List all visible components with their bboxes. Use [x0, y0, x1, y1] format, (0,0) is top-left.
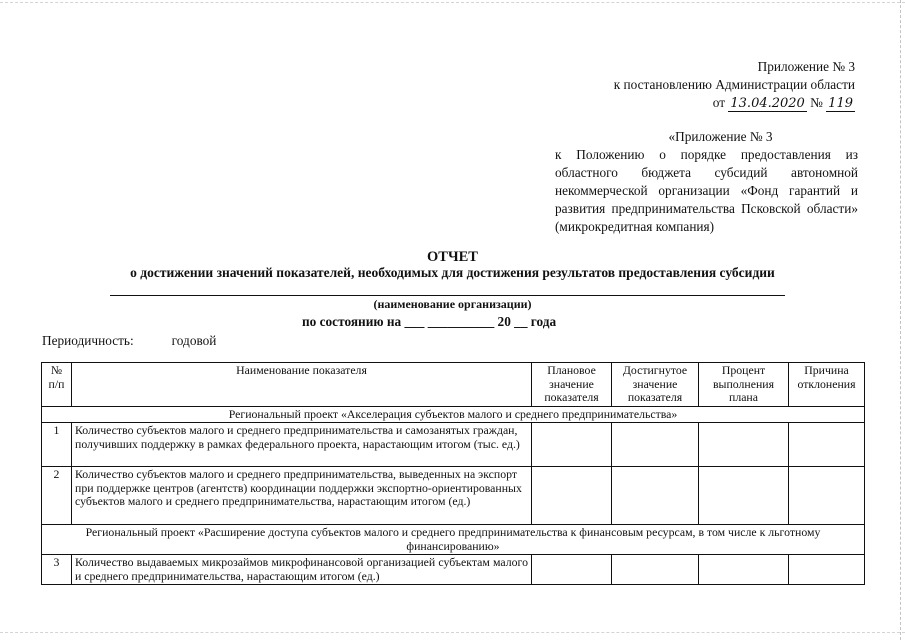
- table-row: [42, 423, 865, 467]
- header-name: Наименование показателя: [72, 363, 532, 407]
- header-planned: Плановое значение показателя: [532, 363, 612, 407]
- row-3-achieved: [612, 555, 699, 585]
- appendix-resolution: к постановлению Администрации области: [613, 77, 855, 92]
- header-num: № п/п: [42, 363, 72, 407]
- row-1-name: Количество субъектов малого и среднего предпринимательства и самозанятых граждан, получивших поддержку в рамках федерального проекта, нарастающим итогом (тыс. ед.): [72, 423, 532, 467]
- appendix-header: [540, 58, 855, 112]
- indicators-table: [41, 362, 865, 585]
- table-row: [42, 467, 865, 525]
- handwritten-number: 119: [828, 96, 853, 111]
- handwritten-date: 13.04.2020: [730, 96, 805, 111]
- regulation-description: к Положению о порядке предоставления из областного бюджета субсидий автономной некоммерческой организации «Фонд гарантий и развития предпринимательства Псковской области» (микрокредитная компания): [555, 147, 858, 234]
- project-1-title: Региональный проект «Акселерация субъектов малого и среднего предпринимательства»: [42, 406, 865, 423]
- row-2-percent: [699, 467, 789, 525]
- table-row: [42, 555, 865, 585]
- regulation-appendix-number: «Приложение № 3: [668, 129, 773, 144]
- scan-edge-bottom: [0, 632, 905, 635]
- header-achieved: Достигнутое значение показателя: [612, 363, 699, 407]
- row-2-reason: [789, 467, 865, 525]
- row-1-percent: [699, 423, 789, 467]
- header-percent: Процент выполнения плана: [699, 363, 789, 407]
- project-row: [42, 525, 865, 555]
- row-3-percent: [699, 555, 789, 585]
- periodicity: [42, 333, 216, 349]
- row-3-planned: [532, 555, 612, 585]
- periodicity-label: Периодичность:: [42, 333, 134, 348]
- row-3-num: 3: [42, 555, 72, 585]
- document-subtitle: о достижении значений показателей, необходимых для достижения результатов предоставления субсидии: [130, 265, 775, 280]
- scan-edge-top: [0, 2, 905, 5]
- number-sign: №: [810, 95, 823, 110]
- row-1-num: 1: [42, 423, 72, 467]
- project-2-title: Региональный проект «Расширение доступа субъектов малого и среднего предпринимательства к финансовым ресурсам, в том числе к льготному финансированию»: [42, 525, 865, 555]
- row-2-planned: [532, 467, 612, 525]
- scan-edge-right: [900, 0, 904, 640]
- row-2-num: 2: [42, 467, 72, 525]
- appendix-date-line: [540, 94, 855, 112]
- date-prefix: от: [712, 95, 726, 110]
- header-reason: Причина отклонения: [789, 363, 865, 407]
- row-3-name: Количество выдаваемых микрозаймов микрофинансовой организацией субъектам малого и среднего предпринимательства, нарастающим итогом (ед.): [72, 555, 532, 585]
- as-of-date-line: по состоянию на ___ __________ 20 __ года: [302, 314, 557, 329]
- project-row: [42, 406, 865, 423]
- row-2-achieved: [612, 467, 699, 525]
- organization-label: (наименование организации): [373, 297, 532, 311]
- row-3-reason: [789, 555, 865, 585]
- appendix-number: Приложение № 3: [757, 59, 855, 74]
- row-2-name: Количество субъектов малого и среднего предпринимательства, выведенных на экспорт при поддержке центров (агентств) координации поддержки экспортно-ориентированных субъектов малого и среднего предпринимательства, нарастающим итогом (ед.): [72, 467, 532, 525]
- row-1-achieved: [612, 423, 699, 467]
- row-1-reason: [789, 423, 865, 467]
- row-1-planned: [532, 423, 612, 467]
- appendix-regulation: [555, 128, 858, 236]
- periodicity-value: годовой: [171, 333, 217, 348]
- document-title: ОТЧЕТ: [427, 249, 478, 265]
- table-header-row: [42, 363, 865, 407]
- organization-blank-line: [110, 295, 785, 296]
